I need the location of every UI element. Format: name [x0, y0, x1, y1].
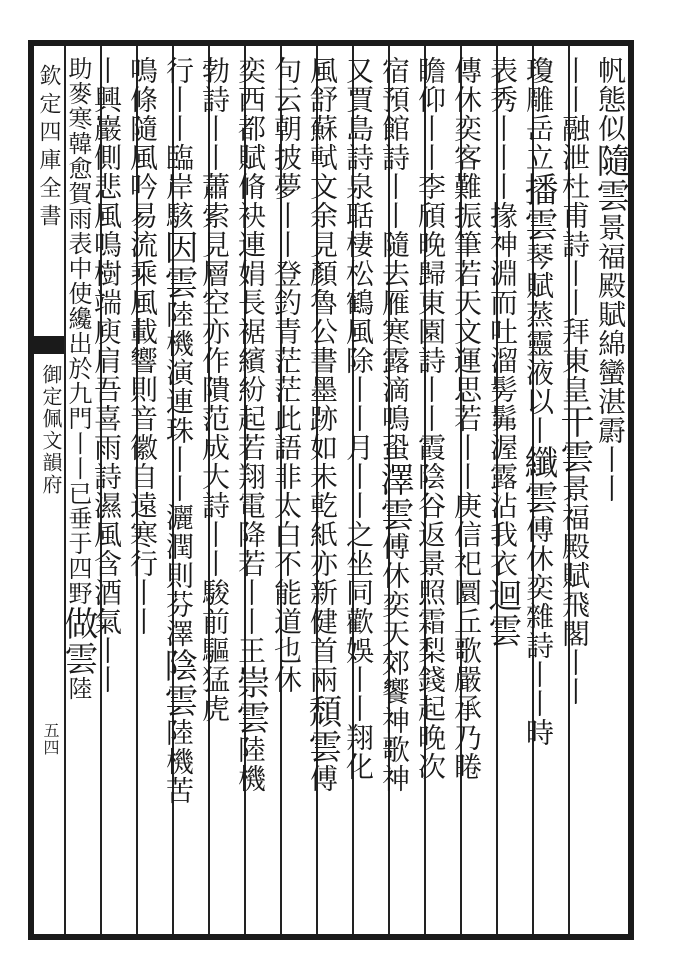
page-number: 五四 [41, 722, 60, 756]
text-column: 句云朝披夢丨丨登釣青茫茫此語非太白不能道也休 [270, 56, 303, 694]
text-column: 風舒蘇軾文余見顏魯公書墨跡如未乾紙亦新健首兩頹雲傅 [302, 56, 342, 793]
text-column: 奕西都賦脩袂連娟長裾繽紛起若翔電降若丨丨王崇雲陸機 [230, 56, 270, 793]
text-column: 表秀丨丨丨掾神淵而吐溜髣髴渥露沾我衣迴雲 [482, 56, 522, 648]
text-column: 丨丨融泄杜甫詩丨丨拜東皇干雲景福殿賦飛閣丨丨 [554, 56, 594, 706]
text-column: 鳴條隨風吟易流乘風載響則音徽自遠寒行丨丨 [126, 56, 159, 636]
text-column: 助麥寒韓愈賀雨表中使纔出於九門丨丨已垂于四野做雲陸 [58, 56, 98, 701]
text-column: 勃詩丨丨蕭索見層空亦作隤范成大詩丨丨駿前驅猛虎 [198, 56, 231, 723]
text-column: 帆態似隨雲景福殿賦綿蠻湛霨丨丨 [590, 56, 630, 503]
text-column: 丨興巖側悲風鳴樹端庾肩吾喜雨詩濕風含酒氣丨丨 [90, 56, 123, 694]
text-column: 瞻仰丨丨李頎晚歸東園詩丨丨霞陰谷返景照霜梨錢起晚次 [414, 56, 447, 781]
text-column: 宿預館詩丨丨隨去雁寒露滴鳴蛩澤雲傅休奕天郊饗神歌神 [374, 56, 414, 793]
text-column: 傳休奕客難振筆若天文運思若丨丨庚信祀圜丘歌嚴承乃睠 [450, 56, 483, 781]
text-column: 行丨丨臨岸駭因雲陸機演連珠丨丨灑潤則芬澤陰雲陸機苦 [158, 56, 198, 805]
volume-title: 御定佩文韻府 [39, 364, 63, 496]
text-column: 又賈島詩泉聒棲松鶴風除丨丨月丨丨之坐同歡娛丨丨翔化 [342, 56, 375, 781]
book-title: 欽定四庫全書 [36, 64, 61, 232]
text-column: 瓊雕岳立播雲琴賦蒸靈液以丨纖雲傅休奕雜詩丨丨時 [518, 56, 558, 747]
